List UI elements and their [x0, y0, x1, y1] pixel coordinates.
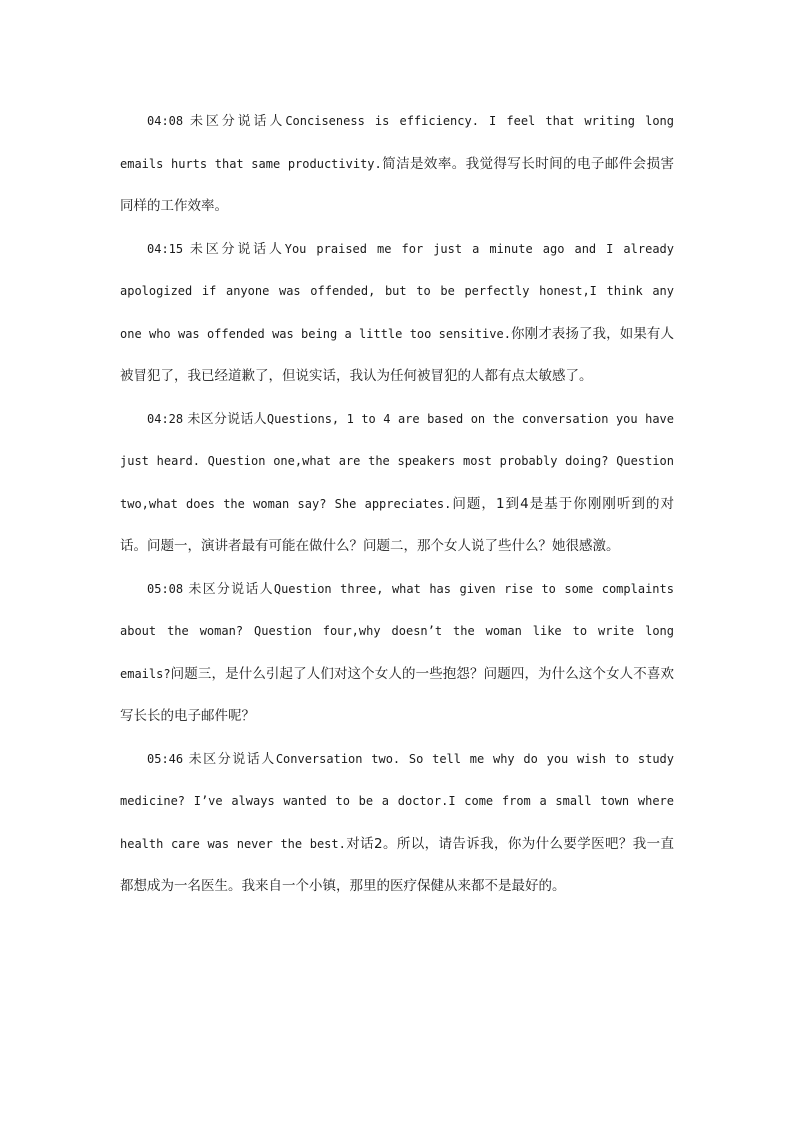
transcript-paragraph [120, 568, 674, 738]
english-text: Conciseness is efficiency. I feel that writing long emails hurts that same productivity. [120, 114, 674, 171]
document-page [120, 100, 674, 908]
english-text: You praised me for just a minute ago and I already apologized if anyone was offended, but to be perfectly honest,I think any one who was offended was being a little too sensitive. [120, 241, 674, 341]
chinese-translation: 简洁是效率。我觉得写长时间的电子邮件会损害同样的工作效率。 [120, 155, 675, 214]
chinese-translation: 你刚才表扬了我，如果有人被冒犯了，我已经道歉了，但说实话，我认为任何被冒犯的人都有点太敏感了。 [120, 325, 674, 384]
english-text: Questions, 1 to 4 are based on the conversation you have just heard. Question one,what are the speakers most probably doing? Question two,what does the woman say? She appreciates. [120, 411, 674, 511]
transcript-paragraph [120, 100, 674, 228]
english-text: Question three, what has given rise to some complaints about the woman? Question four,why doesn’t the woman like to write long emails? [120, 581, 674, 681]
transcript-paragraph [120, 228, 674, 398]
timestamp: 04:08 [147, 114, 184, 128]
timestamp: 04:15 [147, 241, 184, 256]
timestamp: 05:08 [147, 581, 184, 596]
timestamp: 04:28 [147, 411, 184, 426]
chinese-translation: 对话2。所以，请告诉我，你为什么要学医吧？我一直都想成为一名医生。我来自一个小镇，那里的医疗保健从来都不是最好的。 [120, 835, 674, 894]
english-text: Conversation two. So tell me why do you wish to study medicine? I’ve always wanted to be a doctor.I come from a small town where health care was never the best. [120, 751, 674, 851]
transcript-paragraph [120, 738, 674, 908]
speaker-label: 未区分说话人 [188, 751, 276, 767]
chinese-translation: 问题，1到4是基于你刚刚听到的对话。问题一，演讲者最有可能在做什么？问题二，那个女人说了些什么？她很感激。 [120, 495, 675, 554]
timestamp: 05:46 [147, 751, 184, 766]
speaker-label: 未区分说话人 [190, 114, 286, 129]
transcript-paragraph [120, 398, 674, 568]
speaker-label: 未区分说话人 [189, 241, 285, 257]
chinese-translation: 问题三，是什么引起了人们对这个女人的一些抱怨？问题四，为什么这个女人不喜欢写长长的电子邮件呢？ [120, 665, 674, 724]
speaker-label: 未区分说话人 [188, 581, 274, 597]
speaker-label: 未区分说话人 [187, 411, 267, 427]
